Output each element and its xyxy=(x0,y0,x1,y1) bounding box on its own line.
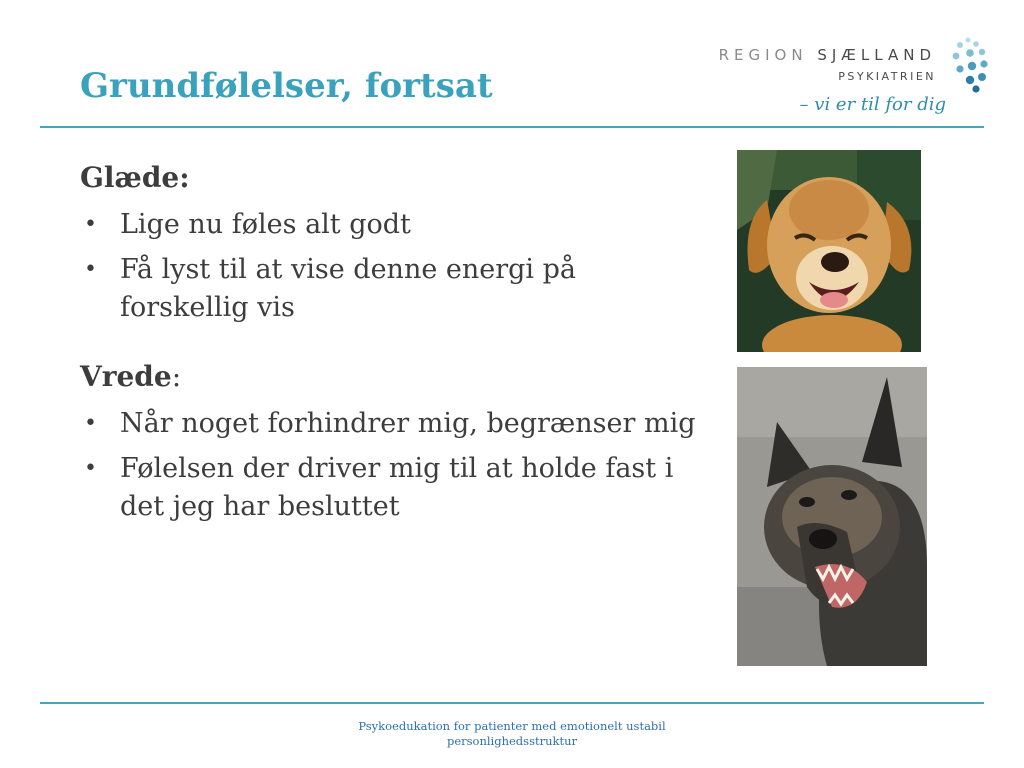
angry-dog-photo xyxy=(737,367,927,666)
logo-subtitle: PSYKIATRIEN xyxy=(838,70,936,83)
list-item xyxy=(80,405,700,443)
list-item-text: Få lyst til at vise denne energi på forskellig vis xyxy=(120,254,577,323)
footer-line-2: personlighedsstruktur xyxy=(446,734,577,748)
happy-dog-photo xyxy=(737,150,921,352)
slide-footer xyxy=(312,719,712,749)
region-sjaelland-logo xyxy=(720,36,990,128)
happy-dog-image xyxy=(737,150,921,352)
section-heading-colon: : xyxy=(171,360,182,393)
section-heading-text: Vrede xyxy=(80,360,172,393)
list-item-text: Følelsen der driver mig til at holde fast i det jeg har besluttet xyxy=(120,453,674,522)
section-vrede xyxy=(80,357,700,526)
slide-body xyxy=(80,158,700,533)
list-item xyxy=(80,206,700,244)
footer-divider xyxy=(40,702,984,704)
logo-region-strong: SJÆLLAND xyxy=(817,46,936,64)
section-glaede xyxy=(80,158,700,327)
bullet-icon: • xyxy=(84,411,97,436)
logo-tagline: – vi er til for dig xyxy=(799,94,946,115)
bullet-icon: • xyxy=(84,257,97,282)
section-heading xyxy=(80,158,700,198)
bullet-icon: • xyxy=(84,456,97,481)
footer-line-1: Psykoedukation for patienter med emotionelt ustabil xyxy=(358,719,666,733)
logo-region-name xyxy=(719,46,936,64)
section-heading xyxy=(80,357,700,397)
list-item xyxy=(80,450,700,526)
bullet-list xyxy=(80,206,700,327)
list-item xyxy=(80,251,700,327)
section-heading-colon: : xyxy=(179,161,190,194)
angry-dog-image xyxy=(737,367,927,666)
bullet-list xyxy=(80,405,700,526)
list-item-text: Når noget forhindrer mig, begrænser mig xyxy=(120,408,696,439)
logo-dots-icon xyxy=(946,36,990,96)
list-item-text: Lige nu føles alt godt xyxy=(120,209,411,240)
slide-title: Grundfølelser, fortsat xyxy=(80,66,493,106)
logo-region-light: REGION xyxy=(718,46,818,64)
header-divider xyxy=(40,126,984,128)
bullet-icon: • xyxy=(84,212,97,237)
section-heading-text: Glæde xyxy=(80,161,180,194)
